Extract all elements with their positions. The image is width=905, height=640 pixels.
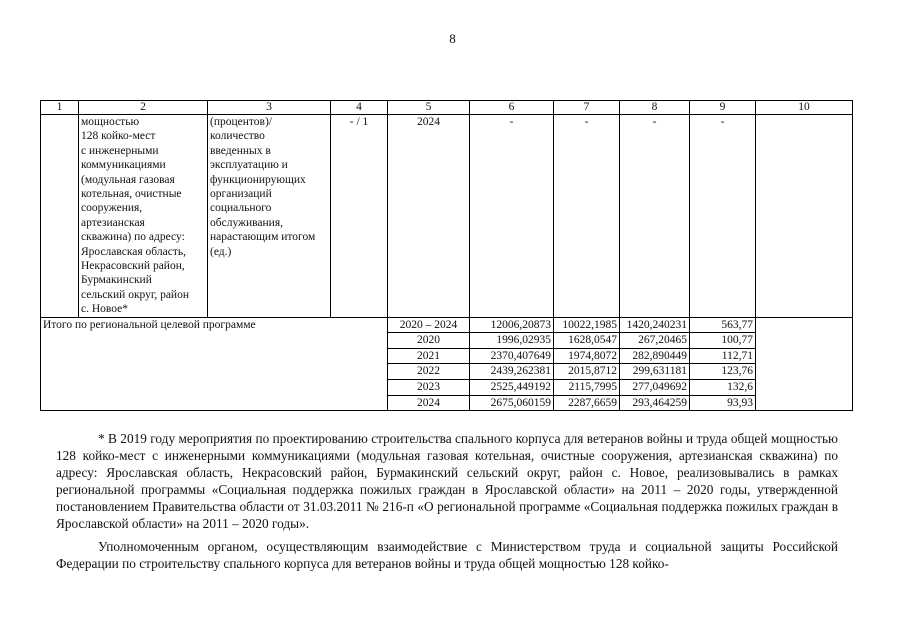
- cell-year: 2024: [388, 115, 470, 318]
- cell-col-1: [41, 115, 79, 318]
- total-value-col9: 563,77: [690, 317, 756, 333]
- cell-col-7: -: [554, 115, 620, 318]
- total-value-col9: 132,6: [690, 380, 756, 396]
- total-period: 2020 – 2024: [388, 317, 470, 333]
- program-table: [40, 100, 853, 411]
- total-value-col7: 2287,6659: [554, 395, 620, 411]
- header-col-6: 6: [470, 101, 554, 115]
- total-value-col8: 282,890449: [620, 348, 690, 364]
- total-value-col9: 93,93: [690, 395, 756, 411]
- total-value-col7: 1628,0547: [554, 333, 620, 349]
- total-value-col7: 2015,8712: [554, 364, 620, 380]
- total-label: Итого по региональной целевой программе: [41, 317, 388, 411]
- total-value-col9: 123,76: [690, 364, 756, 380]
- header-col-2: 2: [79, 101, 208, 115]
- total-value-col8: 1420,240231: [620, 317, 690, 333]
- total-value-col8: 277,049692: [620, 380, 690, 396]
- total-value-col9: 112,71: [690, 348, 756, 364]
- body-paragraph: Уполномоченным органом, осуществляющим взаимодействие с Министерством труда и социальной защиты Российской Федерации по строительству спального корпуса для ветеранов войны и труда общей мощностью 128 койко-: [56, 539, 838, 571]
- total-value-col6: 1996,02935: [470, 333, 554, 349]
- header-col-1: 1: [41, 101, 79, 115]
- total-col-10: [756, 317, 853, 411]
- table-row: [41, 115, 853, 318]
- header-col-8: 8: [620, 101, 690, 115]
- notes-section: [56, 430, 838, 572]
- total-value-col6: 12006,20873: [470, 317, 554, 333]
- page-number: 8: [449, 31, 456, 46]
- cell-col-4: - / 1: [331, 115, 388, 318]
- total-value-col8: 299,631181: [620, 364, 690, 380]
- header-col-4: 4: [331, 101, 388, 115]
- total-value-col6: 2370,407649: [470, 348, 554, 364]
- header-col-10: 10: [756, 101, 853, 115]
- total-period: 2022: [388, 364, 470, 380]
- total-value-col7: 10022,1985: [554, 317, 620, 333]
- header-col-7: 7: [554, 101, 620, 115]
- total-row: [41, 317, 853, 333]
- header-col-3: 3: [208, 101, 331, 115]
- total-value-col6: 2675,060159: [470, 395, 554, 411]
- total-period: 2024: [388, 395, 470, 411]
- cell-col-8: -: [620, 115, 690, 318]
- total-period: 2021: [388, 348, 470, 364]
- total-period: 2020: [388, 333, 470, 349]
- total-value-col7: 2115,7995: [554, 380, 620, 396]
- total-period: 2023: [388, 380, 470, 396]
- cell-object-description: мощностью 128 койко-мест с инженерными коммуникациями (модульная газовая котельная, очистные сооружения, артезианская скважина) по адресу: Ярославская область, Некрасовский район, Бурмакинский сельский округ, район с. Новое*: [79, 115, 208, 318]
- header-col-5: 5: [388, 101, 470, 115]
- total-value-col6: 2439,262381: [470, 364, 554, 380]
- total-value-col9: 100,77: [690, 333, 756, 349]
- cell-col-9: -: [690, 115, 756, 318]
- header-row: [41, 101, 853, 115]
- total-value-col6: 2525,449192: [470, 380, 554, 396]
- cell-col-6: -: [470, 115, 554, 318]
- total-value-col8: 293,464259: [620, 395, 690, 411]
- cell-indicator: (процентов)/ количество введенных в эксплуатацию и функционирующих организаций социального обслуживания, нарастающим итогом (ед.): [208, 115, 331, 318]
- total-value-col7: 1974,8072: [554, 348, 620, 364]
- footnote: * В 2019 году мероприятия по проектированию строительства спального корпуса для ветеранов войны и труда общей мощностью 128 койко-мест с инженерными коммуникациями (модульная газовая котельная, очистные сооружения, артезианская скважина) по адресу: Ярославская область, Некрасовский район, Бурмакинский сельский округ, район с. Новое, реализовывались в рамках региональной программы «Социальная поддержка пожилых граждан в Ярославской области» на 2011 – 2020 годы, утвержденной постановлением Правительства области от 31.03.2011 № 216-п «О региональной программе «Социальная поддержка пожилых граждан в Ярославской области» на 2011 – 2020 годы».: [56, 431, 838, 531]
- header-col-9: 9: [690, 101, 756, 115]
- total-value-col8: 267,20465: [620, 333, 690, 349]
- cell-col-10: [756, 115, 853, 318]
